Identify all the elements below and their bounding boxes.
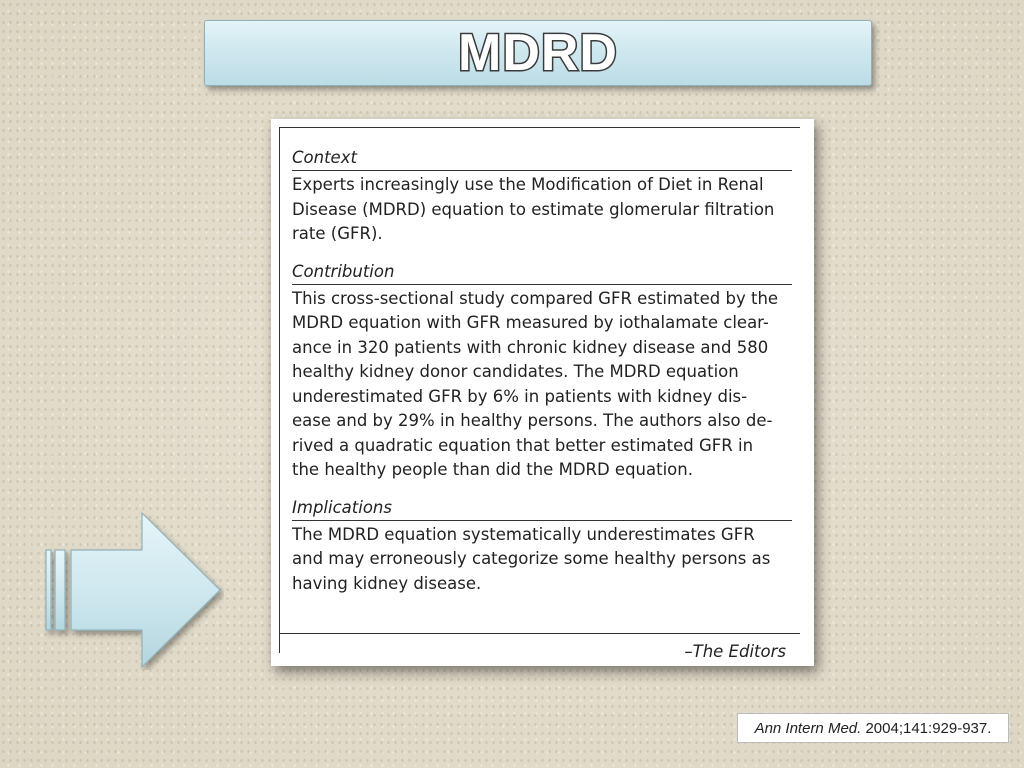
section-implications <box>292 497 792 597</box>
section-text <box>292 173 792 247</box>
section-text <box>292 523 792 597</box>
text-line: ance in 320 patients with chronic kidney disease and 580 <box>292 337 769 357</box>
title-banner <box>204 20 872 86</box>
section-text <box>292 287 792 483</box>
editors-signature: –The Editors <box>684 642 786 661</box>
text-line: ease and by 29% in healthy persons. The authors also de- <box>292 411 773 430</box>
summary-content <box>292 147 792 596</box>
text-line: healthy kidney donor candidates. The MDRD equation <box>292 362 739 381</box>
section-context <box>292 147 792 247</box>
citation-box <box>737 713 1009 743</box>
frame-bottom-rule <box>279 633 800 634</box>
slide-title: MDRD <box>458 24 618 82</box>
text-line: having kidney disease. <box>292 573 482 593</box>
text-line: The MDRD equation systematically underestimates GFR <box>292 524 755 544</box>
text-line: MDRD equation with GFR measured by iothalamate clear- <box>292 313 769 332</box>
text-line: rived a quadratic equation that better estimated GFR in <box>292 435 754 455</box>
citation-reference: 2004;141:929-937. <box>861 719 992 737</box>
text-line: and may erroneously categorize some healthy persons as <box>292 549 771 568</box>
text-line: rate (GFR). <box>292 224 383 243</box>
text-line: This cross-sectional study compared GFR estimated by the <box>292 288 779 308</box>
text-line: Experts increasingly use the Modification of Diet in Renal <box>292 175 764 194</box>
section-heading: Implications <box>292 497 792 521</box>
summary-card <box>271 119 814 666</box>
section-heading: Context <box>292 147 792 171</box>
section-contribution <box>292 261 792 483</box>
frame-top-rule <box>279 127 800 128</box>
frame-left-rule <box>279 127 280 653</box>
text-line: Disease (MDRD) equation to estimate glomerular filtration <box>292 199 775 219</box>
text-line: underestimated GFR by 6% in patients with kidney dis- <box>292 386 748 406</box>
citation-journal: Ann Intern Med. <box>754 719 862 737</box>
text-line: the healthy people than did the MDRD equation. <box>292 460 693 479</box>
right-arrow-icon <box>44 510 224 670</box>
section-heading: Contribution <box>292 261 792 285</box>
